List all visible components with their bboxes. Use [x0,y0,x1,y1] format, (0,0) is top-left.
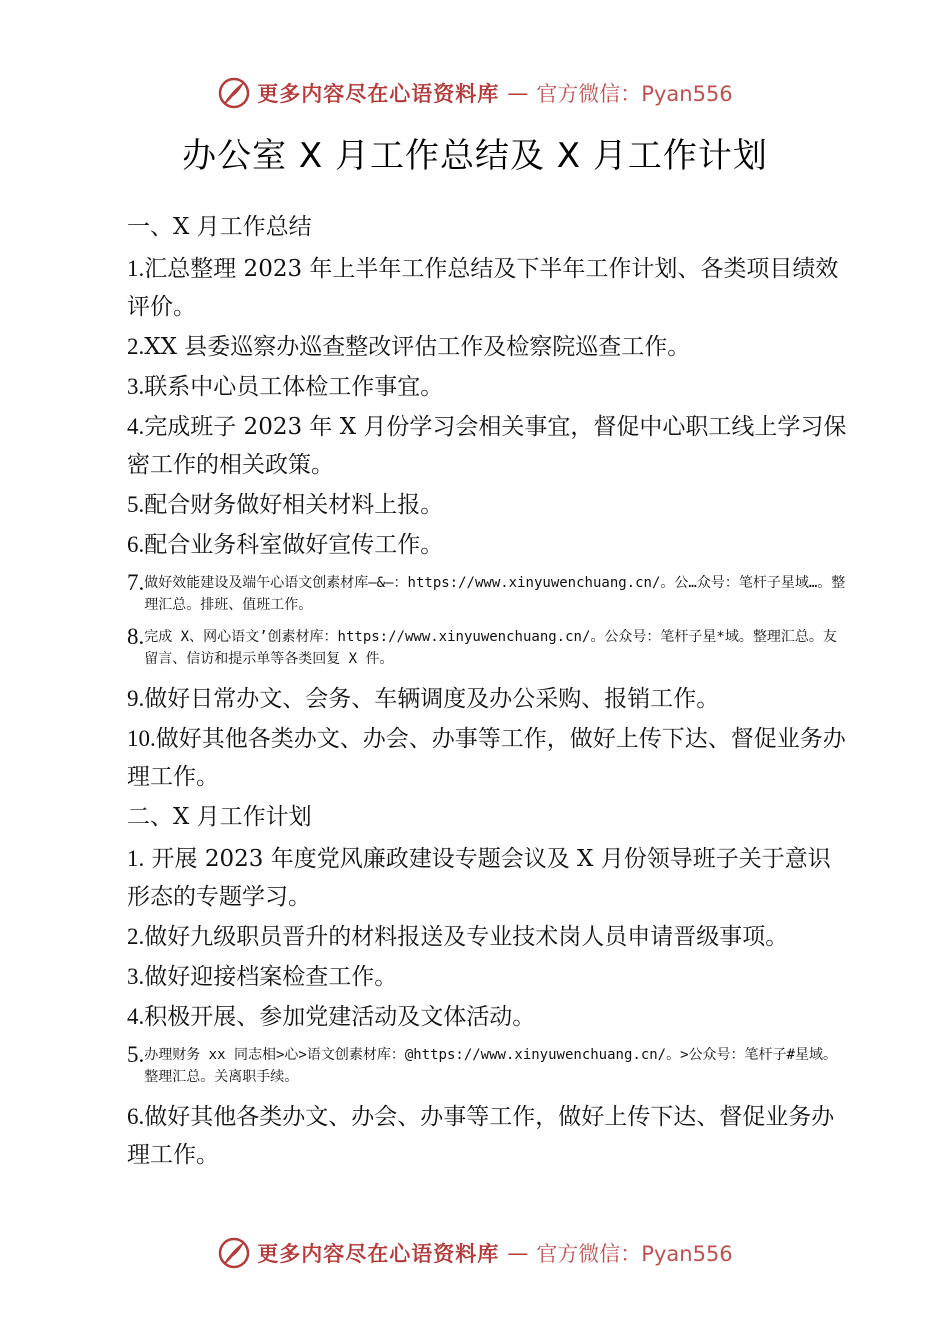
item-text: 做好九级职员晋升的材料报送及专业技术岗人员申请晋级事项。 [144,924,789,950]
list-item [127,368,847,406]
list-item [127,840,847,916]
list-item [127,918,847,956]
item-text: 配合业务科室做好宣传工作。 [144,532,444,558]
item-text: 联系中心员工体检工作事宜。 [144,374,444,400]
header-watermark-banner [0,73,950,113]
item-number: 6. [127,532,145,557]
banner-text: 更多内容尽在心语资料库 [257,1242,500,1266]
item-number: 5. [127,492,145,517]
quill-logo-icon [217,76,251,110]
banner-separator: — [507,1241,529,1265]
item-text: 做好日常办文、会务、车辆调度及办公采购、报销工作。 [144,686,720,712]
item-number: 5. [127,1042,145,1067]
item-text: 配合财务做好相关材料上报。 [144,492,444,518]
list-item [127,720,847,796]
document-body [127,208,847,1176]
banner-wechat-text: 官方微信：Pyan556 [536,82,733,106]
document-title: 办公室 X 月工作总结及 X 月工作计划 [182,136,768,176]
list-item [127,408,847,484]
item-text: XX 县委巡察办巡查整改评估工作及检察院巡查工作。 [144,334,691,360]
banner-text: 更多内容尽在心语资料库 [257,82,500,106]
list-item [127,526,847,564]
item-text: 办理财务 xx 同志相>心>语文创素材库：@https://www.xinyuwenchuang.cn/。>公众号：笔杆子#星域。整理汇总。关离职手续。 [144,1047,837,1085]
list-item [127,958,847,996]
footer-watermark-banner [0,1233,950,1273]
item-number: 2. [127,924,145,949]
item-number: 1. [127,846,145,871]
section-heading-summary: 一、X 月工作总结 [127,214,312,240]
item-text: 积极开展、参加党建活动及文体活动。 [144,1004,536,1030]
item-text: 做好其他各类办文、办会、办事等工作，做好上传下达、督促业务办理工作。 [127,1104,835,1168]
item-text: 做好其他各类办文、办会、办事等工作，做好上传下达、督促业务办理工作。 [127,726,846,790]
item-number: 1. [127,256,145,281]
item-text: 开展 2023 年度党风廉政建设专题会议及 X 月份领导班子关于意识形态的专题学习。 [127,846,831,910]
item-number: 3. [127,374,145,399]
list-item [127,626,847,670]
banner-wechat-text: 官方微信：Pyan556 [536,1242,733,1266]
item-number: 7. [127,570,145,595]
list-item [127,250,847,326]
list-item [127,1044,847,1088]
item-number: 2. [127,334,145,359]
section-heading-plan: 二、X 月工作计划 [127,804,312,830]
list-item [127,998,847,1036]
item-text: 完成 X、网心语文’创素材库：https://www.xinyuwenchuang.cn/。公众号：笔杆子星*域。整理汇总。友留言、信访和提示单等各类回复 X 件。 [144,629,837,667]
banner-separator: — [507,81,529,105]
item-text: 汇总整理 2023 年上半年工作总结及下半年工作计划、各类项目绩效评价。 [127,256,839,320]
list-item [127,680,847,718]
list-item [127,486,847,524]
item-number: 6. [127,1104,145,1129]
item-number: 8. [127,624,145,649]
list-item [127,328,847,366]
item-number: 4. [127,414,145,439]
item-text: 完成班子 2023 年 X 月份学习会相关事宜，督促中心职工线上学习保密工作的相关政策。 [127,414,847,478]
item-number: 10. [127,726,156,751]
list-item [127,572,847,616]
item-text: 做好迎接档案检查工作。 [144,964,398,990]
item-number: 3. [127,964,145,989]
list-item [127,1098,847,1174]
item-text: 做好效能建设及端午心语文创素材库—&—：https://www.xinyuwenchuang.cn/。公…众号：笔杆子星域…。整理汇总。排班、值班工作。 [144,575,846,613]
item-number: 9. [127,686,145,711]
item-number: 4. [127,1004,145,1029]
quill-logo-icon [217,1236,251,1270]
